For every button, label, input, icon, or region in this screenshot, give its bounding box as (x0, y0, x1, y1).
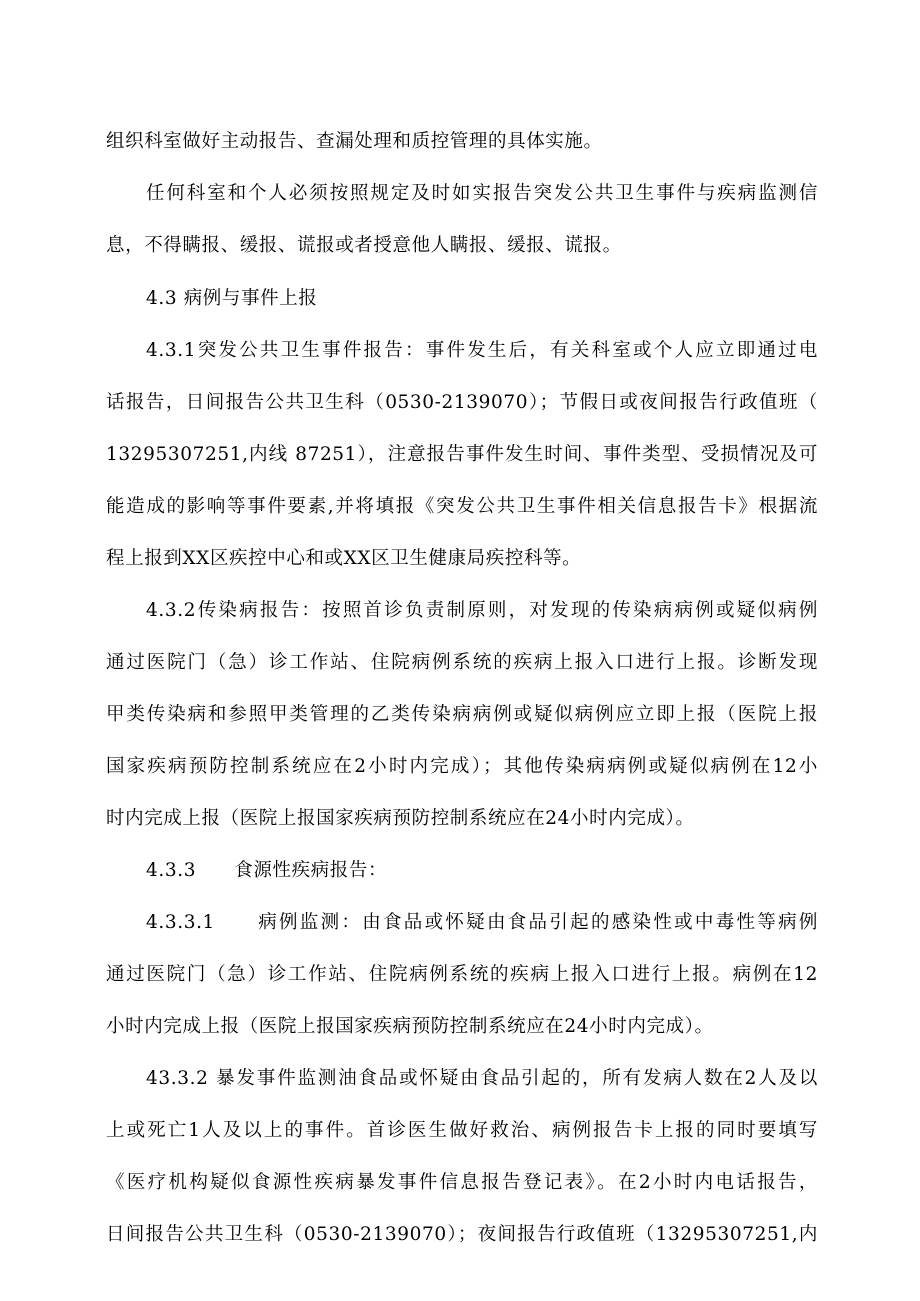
text-line: 《医疗机构疑似食源性疾病暴发事件信息报告登记表》。在2小时内电话报告， (106, 1172, 818, 1193)
text-line: 能造成的影响等事件要素,并将填报《突发公共卫生事件相关信息报告卡》根据流 (106, 496, 818, 517)
text-line: 甲类传染病和参照甲类管理的乙类传染病病例或疑似病例应立即上报（医院上报 (106, 704, 818, 725)
text-line: 日间报告公共卫生科（0530-2139070）；夜间报告行政值班（13295307251,内 (106, 1224, 818, 1245)
text-line: 13295307251,内线 87251），注意报告事件发生时间、事件类型、受损情况及可 (106, 444, 818, 465)
text-line: 时内完成上报（医院上报国家疾病预防控制系统应在24小时内完成）。 (106, 808, 695, 829)
text-line: 上或死亡1人及以上的事件。首诊医生做好救治、病例报告卡上报的同时要填写 (106, 1120, 818, 1141)
text-line: 43.3.2 暴发事件监测油食品或怀疑由食品引起的，所有发病人数在2人及以 (146, 1068, 818, 1089)
text-line: 话报告，日间报告公共卫生科（0530-2139070）；节假日或夜间报告行政值班（ (106, 392, 818, 413)
text-line: 任何科室和个人必须按照规定及时如实报告突发公共卫生事件与疾病监测信 (146, 183, 818, 204)
text-line: 程上报到XX区疾控中心和或XX区卫生健康局疾控科等。 (106, 548, 582, 569)
subsection-heading: 4.3.3 食源性疾病报告： (146, 860, 388, 881)
text-line: 小时内完成上报（医院上报国家疾病预防控制系统应在24小时内完成）。 (106, 1016, 714, 1037)
text-line: 4.3.2传染病报告：按照首诊负责制原则，对发现的传染病病例或疑似病例 (146, 600, 818, 621)
text-line: 息，不得瞒报、缓报、谎报或者授意他人瞒报、缓报、谎报。 (106, 235, 622, 256)
text-line: 4.3.3.1 病例监测：由食品或怀疑由食品引起的感染性或中毒性等病例 (146, 912, 818, 933)
text-line: 组织科室做好主动报告、查漏处理和质控管理的具体实施。 (106, 131, 603, 152)
text-line: 通过医院门（急）诊工作站、住院病例系统的疾病上报入口进行上报。病例在12 (106, 964, 818, 985)
text-line: 通过医院门（急）诊工作站、住院病例系统的疾病上报入口进行上报。诊断发现 (106, 652, 818, 673)
text-line: 4.3.1突发公共卫生事件报告：事件发生后，有关科室或个人应立即通过电 (146, 340, 818, 361)
section-heading: 4.3 病例与事件上报 (146, 288, 318, 309)
text-line: 国家疾病预防控制系统应在2小时内完成）；其他传染病病例或疑似病例在12小 (106, 756, 818, 777)
